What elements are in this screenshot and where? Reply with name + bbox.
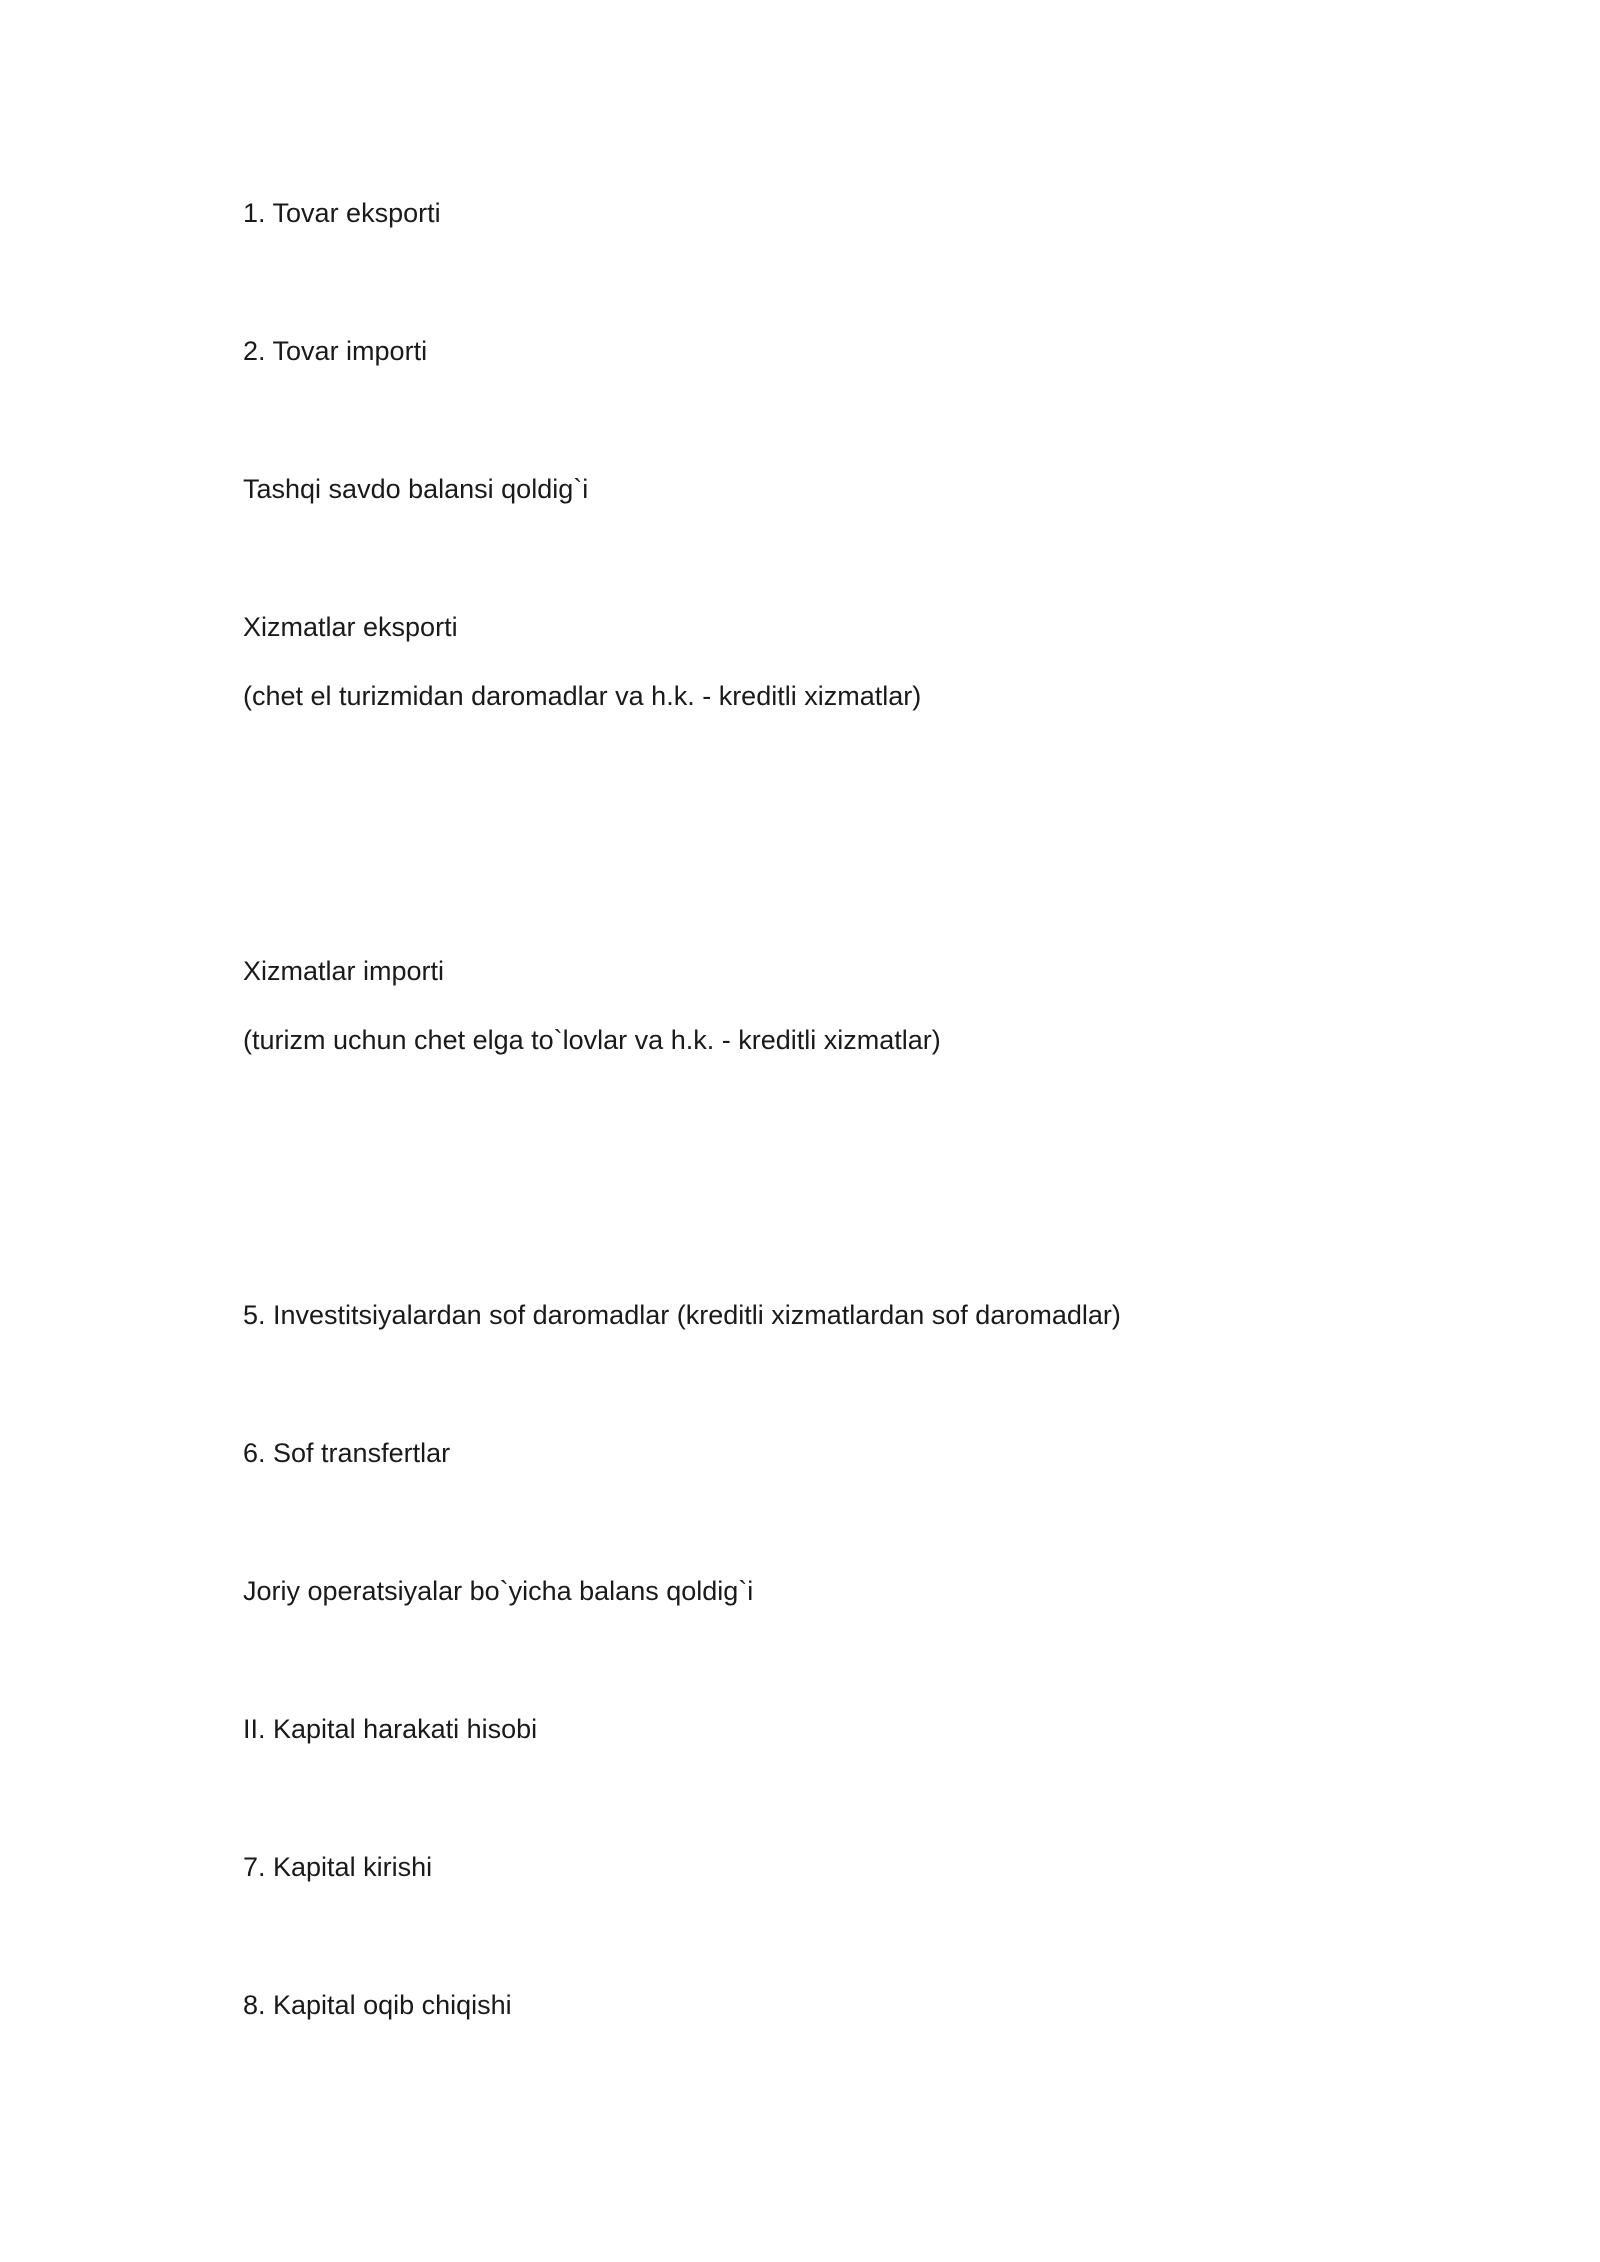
item-capital-inflow: 7. Kapital kirishi [243,1852,433,1882]
services-export-note: (chet el turizmidan daromadlar va h.k. - kreditli xizmatlar) [243,681,922,711]
item-net-transfers: 6. Sof transfertlar [243,1438,451,1468]
item-goods-import: 2. Tovar importi [243,336,428,366]
item-capital-outflow: 8. Kapital oqib chiqishi [243,1990,512,2020]
item-net-investment-income: 5. Investitsiyalardan sof daromadlar (kreditli xizmatlardan sof daromadlar) [243,1300,1121,1330]
trade-balance-line: Tashqi savdo balansi qoldig`i [243,474,589,504]
services-export-heading: Xizmatlar eksporti [243,612,458,642]
item-goods-export: 1. Tovar eksporti [243,198,441,228]
capital-account-heading: II. Kapital harakati hisobi [243,1714,538,1744]
current-account-balance-line: Joriy operatsiyalar bo`yicha balans qoldig`i [243,1576,754,1606]
services-import-heading: Xizmatlar importi [243,956,445,986]
services-import-note: (turizm uchun chet elga to`lovlar va h.k. - kreditli xizmatlar) [243,1025,941,1055]
